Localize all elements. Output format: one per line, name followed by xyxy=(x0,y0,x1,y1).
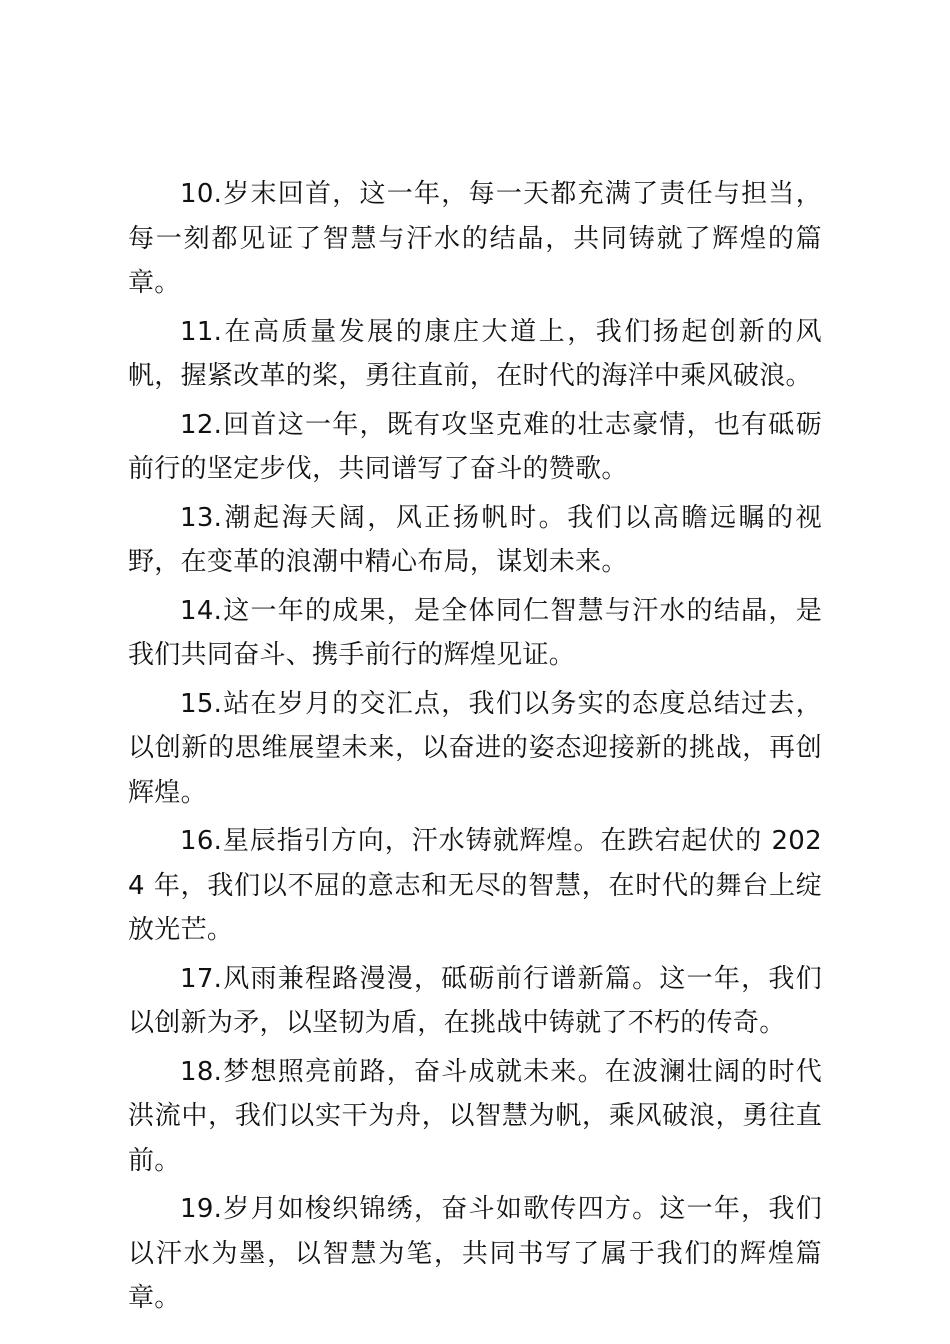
paragraph-18: 18.梦想照亮前路，奋斗成就未来。在波澜壮阔的时代洪流中，我们以实干为舟，以智慧为帆，乘风破浪，勇往直前。 xyxy=(128,1056,822,1176)
paragraph-17: 17.风雨兼程路漫漫，砥砺前行谱新篇。这一年，我们以创新为矛，以坚韧为盾，在挑战中铸就了不朽的传奇。 xyxy=(128,963,822,1038)
paragraph-15: 15.站在岁月的交汇点，我们以务实的态度总结过去，以创新的思维展望未来，以奋进的姿态迎接新的挑战，再创辉煌。 xyxy=(128,688,822,808)
paragraph-19: 19.岁月如梭织锦绣，奋斗如歌传四方。这一年，我们以汗水为墨，以智慧为笔，共同书写了属于我们的辉煌篇章。 xyxy=(128,1194,822,1313)
document-body xyxy=(128,172,822,1325)
paragraph-12: 12.回首这一年，既有攻坚克难的壮志豪情，也有砥砺前行的坚定步伐，共同谱写了奋斗的赞歌。 xyxy=(128,409,822,484)
paragraph-14: 14.这一年的成果，是全体同仁智慧与汗水的结晶，是我们共同奋斗、携手前行的辉煌见证。 xyxy=(128,595,822,670)
paragraph-10: 10.岁末回首，这一年，每一天都充满了责任与担当，每一刻都见证了智慧与汗水的结晶，共同铸就了辉煌的篇章。 xyxy=(128,179,822,298)
paragraph-11: 11.在高质量发展的康庄大道上，我们扬起创新的风帆，握紧改革的桨，勇往直前，在时代的海洋中乘风破浪。 xyxy=(128,316,822,391)
paragraph-13: 13.潮起海天阔，风正扬帆时。我们以高瞻远瞩的视野，在变革的浪潮中精心布局，谋划未来。 xyxy=(128,502,822,577)
paragraph-16: 16.星辰指引方向，汗水铸就辉煌。在跌宕起伏的 2024 年，我们以不屈的意志和无尽的智慧，在时代的舞台上绽放光芒。 xyxy=(128,826,822,945)
